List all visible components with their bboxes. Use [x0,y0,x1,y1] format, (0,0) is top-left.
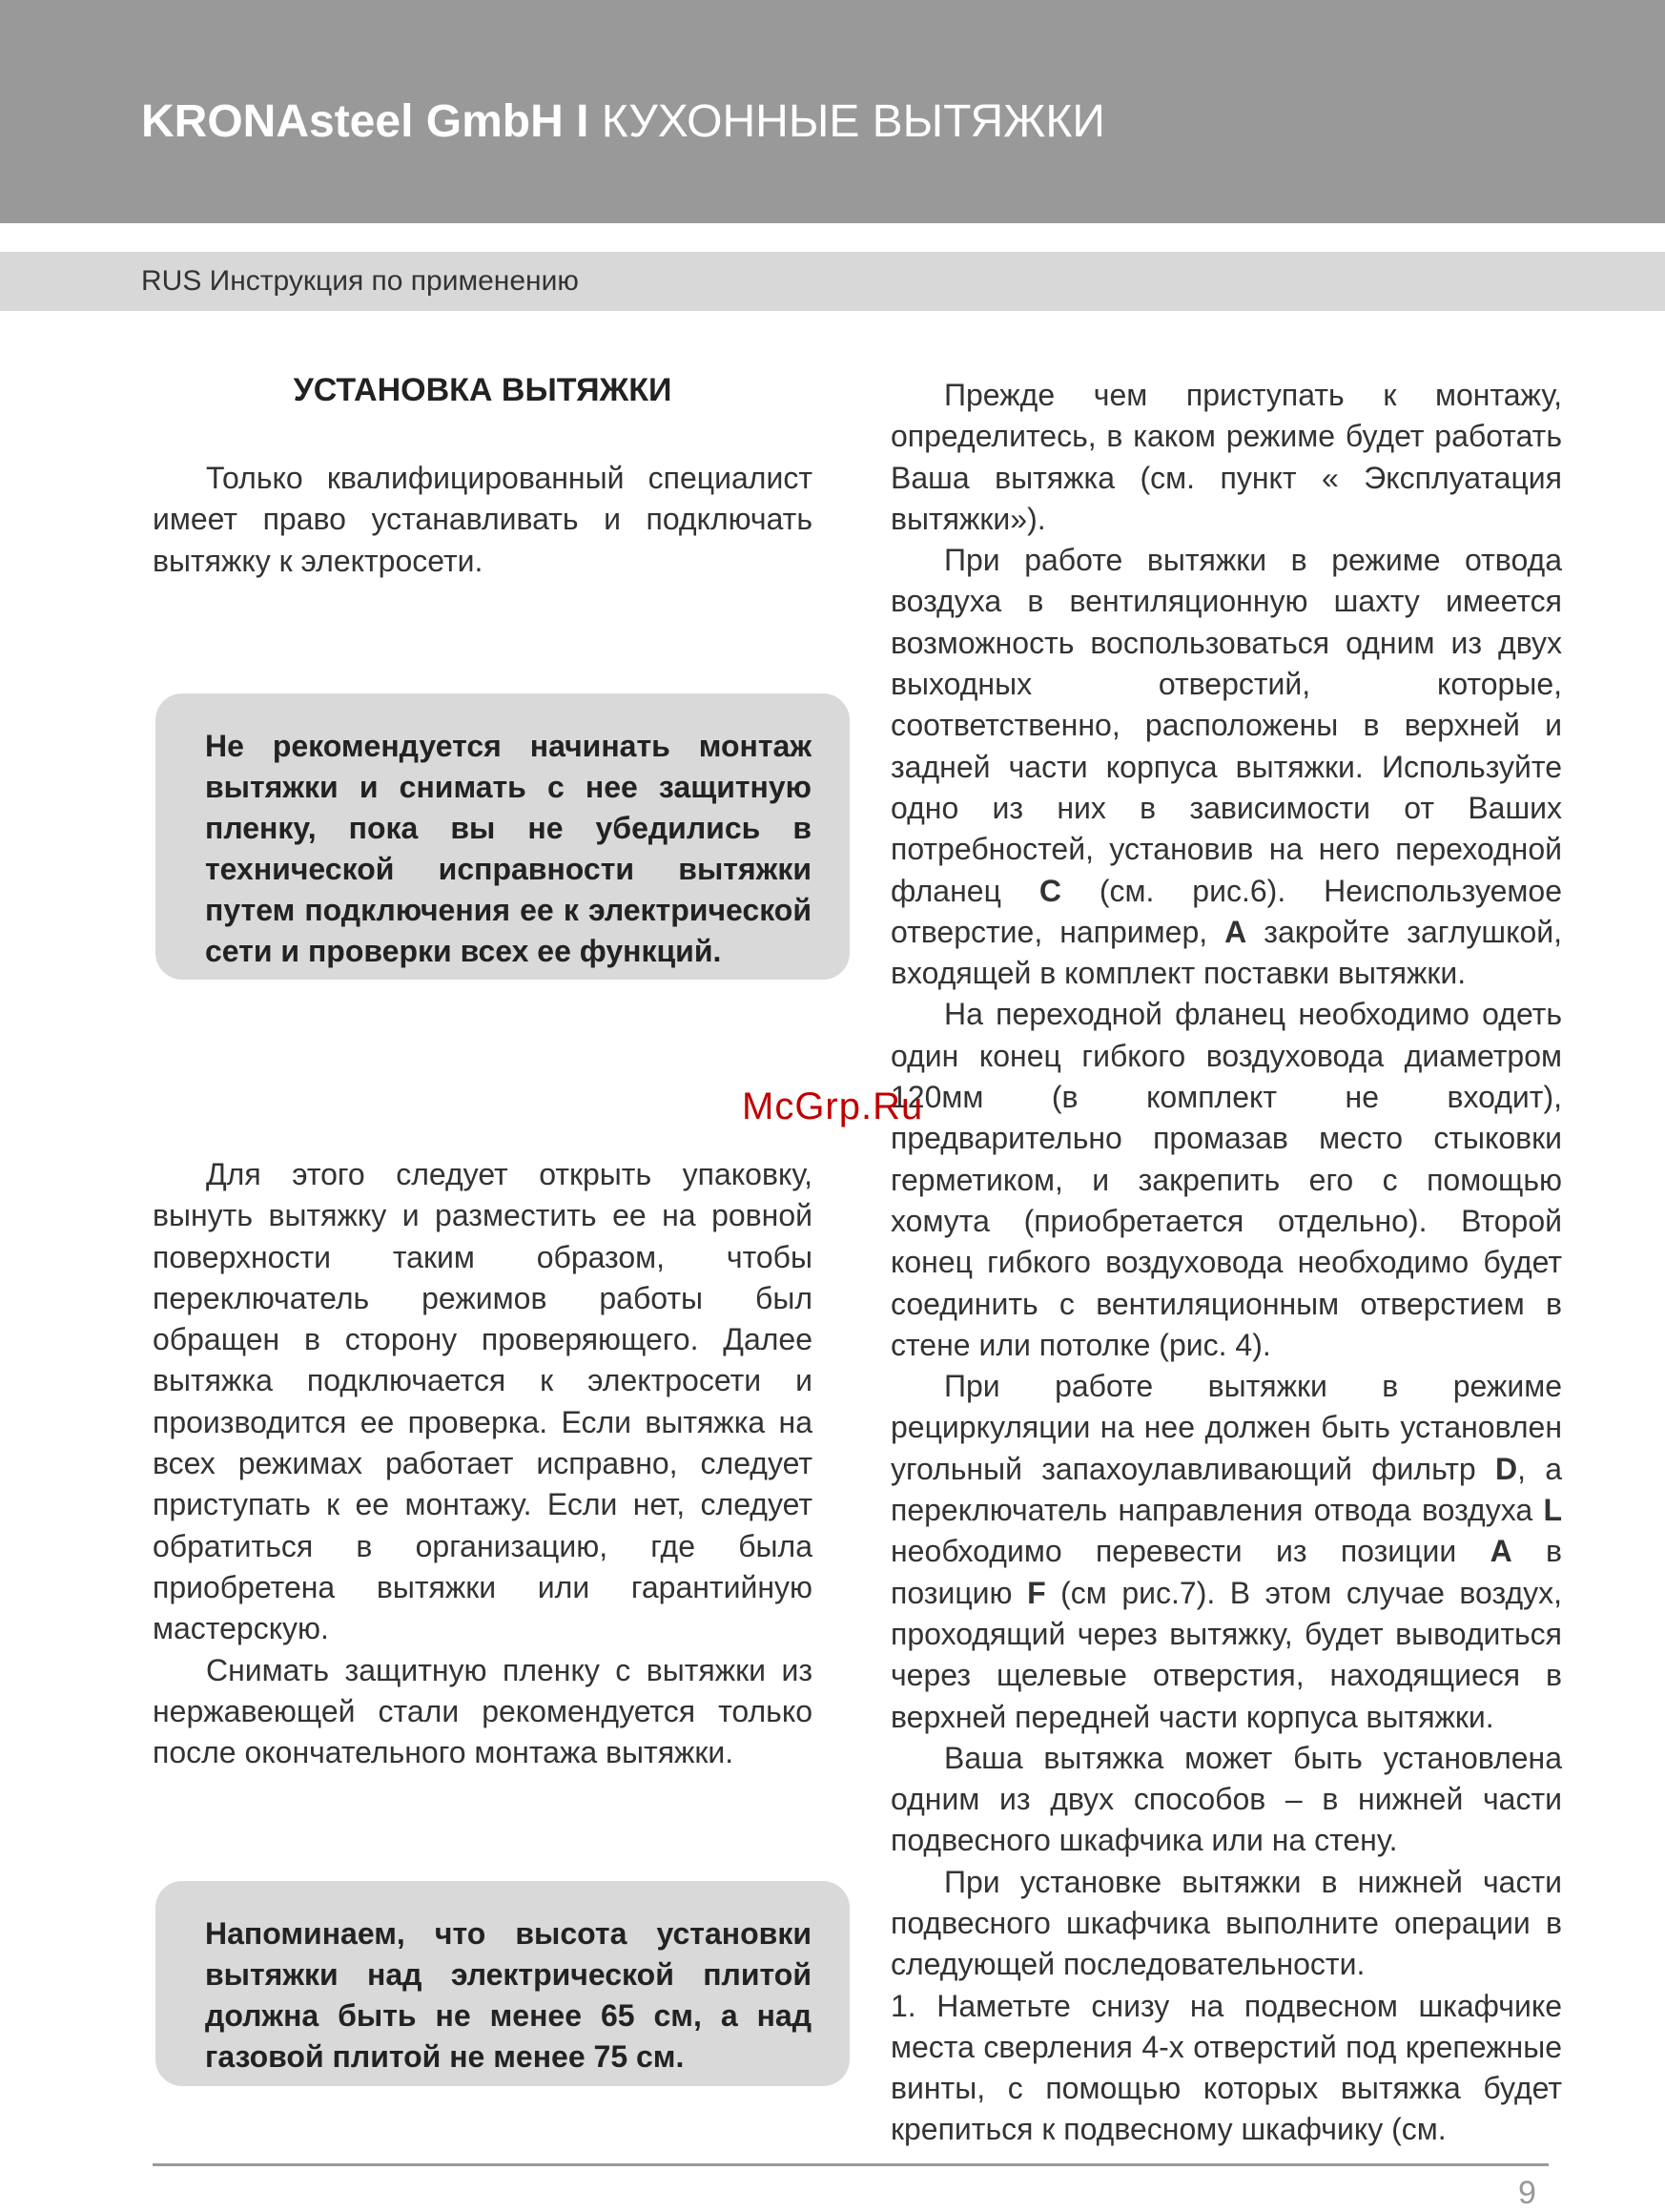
page-number: 9 [1518,2175,1536,2211]
mode-paragraph: Прежде чем приступать к монтажу, определитесь, в каком режиме будет работать Ваша вытяжка (см. пункт « Эксплуатация вытяжки»). [891,378,1562,536]
warning-note [155,693,850,980]
watermark: McGrp.Ru [742,1085,924,1127]
step-1-paragraph: 1. Наметьте снизу на подвесном шкафчике места сверления 4-х отверстий под крепежные винты, с помощью которых вытяжка будет крепиться к подвесному шкафчику (см. [891,1988,1562,2147]
recirculation-paragraph: При работе вытяжки в режиме рециркуляции на нее должен быть установлен угольный запахоулавливающий фильтр D, а переключатель направления отвода воздуха L необходимо перевести из позиции A в позицию F (см рис.7). В этом случае воздух, проходящий через вытяжку, будет выводиться через щелевые отверстия, находящиеся в верхней передней части корпуса вытяжки. [891,1369,1563,1734]
section-name: КУХОННЫЕ ВЫТЯЖКИ [588,96,1105,147]
film-paragraph: Снимать защитную пленку с вытяжки из нержавеющей стали рекомендуется только после окончательного монтажа вытяжки. [153,1652,812,1770]
brand-name: KRONAsteel GmbH I [141,96,589,147]
intro-paragraph [153,458,812,582]
warning-note-text: Не рекомендуется начинать монтаж вытяжки и снимать с нее защитную пленку, пока вы не убедились в технической исправности вытяжки путем подключения ее к электрической сети и проверки всех ее функций. [205,729,812,968]
duct-paragraph: На переходной фланец необходимо одеть один конец гибкого воздуховода диаметром 120мм (в комплект не входит), предварительно промазав место стыковки герметиком, и закрепить его с помощью хомута (приобретается отдельно). Второй конец гибкого воздуховода необходимо будет соединить с вентиляционным отверстием в стене или потолке (рис. 4). [891,997,1562,1362]
check-paragraph: Для этого следует открыть упаковку, вынуть вытяжку и разместить ее на ровной поверхности таким образом, чтобы переключатель режимов работы был обращен в сторону проверяющего. Далее вытяжка подключается к электросети и производится ее проверка. Если вытяжка на всех режимах работает исправно, следует приступать к ее монтажу. Если нет, следует обратиться в организацию, где была приобретена вытяжки или гарантийную мастерскую. [153,1157,812,1646]
left-body [153,1154,812,1773]
header-title [141,95,1105,148]
reminder-note [155,1881,850,2086]
reminder-note-text: Напоминаем, что высота установки вытяжки над электрической плитой должна быть не менее 65 см, а над газовой плитой не менее 75 см. [205,1916,812,2074]
exhaust-paragraph: При работе вытяжки в режиме отвода воздуха в вентиляционную шахту имеется возможность воспользоваться одним из двух выходных отверстий, которые, соответственно, расположены в верхней и задней части корпуса вытяжки. Используйте одно из них в зависимости от Ваших потребностей, установив на него переходной фланец C (см. рис.6). Неиспользуемое отверстие, например, A закройте заглушкой, входящей в комплект поставки вытяжки. [891,543,1563,991]
page-title: УСТАНОВКА ВЫТЯЖКИ [293,372,672,408]
mounting-paragraph: Ваша вытяжка может быть установлена одним из двух способов – в нижней части подвесного шкафчика или на стену. [891,1740,1562,1858]
cabinet-paragraph: При установке вытяжки в нижней части подвесного шкафчика выполните операции в следующей последовательности. [891,1864,1562,1982]
subheader-text: RUS Инструкция по применению [141,265,579,297]
footer-rule [153,2163,1549,2166]
right-body [891,375,1562,2151]
intro-text: Только квалифицированный специалист имеет право устанавливать и подключать вытяжку к электросети. [153,461,812,578]
